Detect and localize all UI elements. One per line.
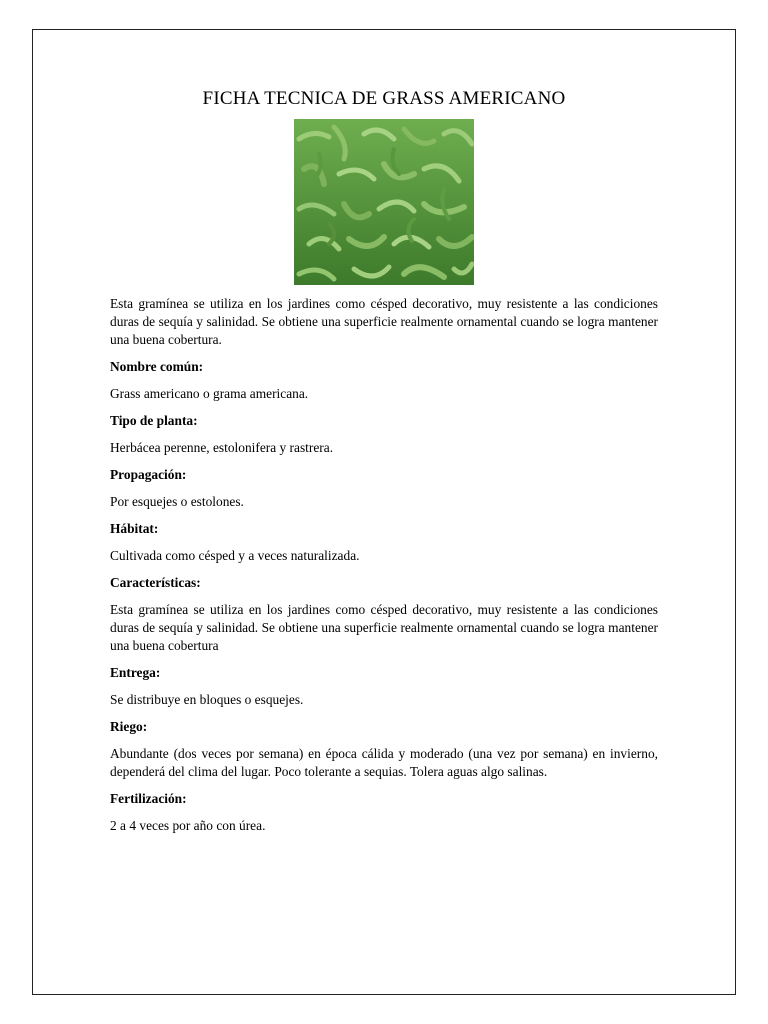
section-label-caracteristicas: Características: [110,575,201,590]
section-label-riego: Riego: [110,719,148,734]
section-text-propagacion: Por esquejes o estolones. [110,494,244,509]
document-body [110,295,658,844]
section-label-habitat: Hábitat: [110,521,159,536]
section-text-fertilizacion: 2 a 4 veces por año con úrea. [110,818,266,833]
section-text-habitat: Cultivada como césped y a veces naturalizada. [110,548,360,563]
section-text-nombre-comun: Grass americano o grama americana. [110,386,309,401]
document-title: FICHA TECNICA DE GRASS AMERICANO [202,88,566,109]
section-label-tipo-de-planta: Tipo de planta: [110,413,198,428]
section-label-propagacion: Propagación: [110,467,187,482]
section-text-tipo-de-planta: Herbácea perenne, estolonifera y rastrera. [110,440,334,455]
section-text-entrega: Se distribuye en bloques o esquejes. [110,692,304,707]
grass-image [294,119,474,285]
section-label-nombre-comun: Nombre común: [110,359,204,374]
section-text-caracteristicas: Esta gramínea se utiliza en los jardines como césped decorativo, muy resistente a las condiciones duras de sequía y salinidad. Se obtiene una superficie realmente ornamental cuando se logra mantener una buena cobertura [110,602,658,653]
section-label-fertilizacion: Fertilización: [110,791,187,806]
section-text-riego: Abundante (dos veces por semana) en época cálida y moderado (una vez por semana) en invierno, dependerá del clima del lugar. Poco tolerante a sequias. Tolera aguas algo salinas. [110,746,658,779]
intro-paragraph: Esta gramínea se utiliza en los jardines como césped decorativo, muy resistente a las condiciones duras de sequía y salinidad. Se obtiene una superficie realmente ornamental cuando se logra mantener una buena cobertura. [110,296,658,347]
section-label-entrega: Entrega: [110,665,161,680]
